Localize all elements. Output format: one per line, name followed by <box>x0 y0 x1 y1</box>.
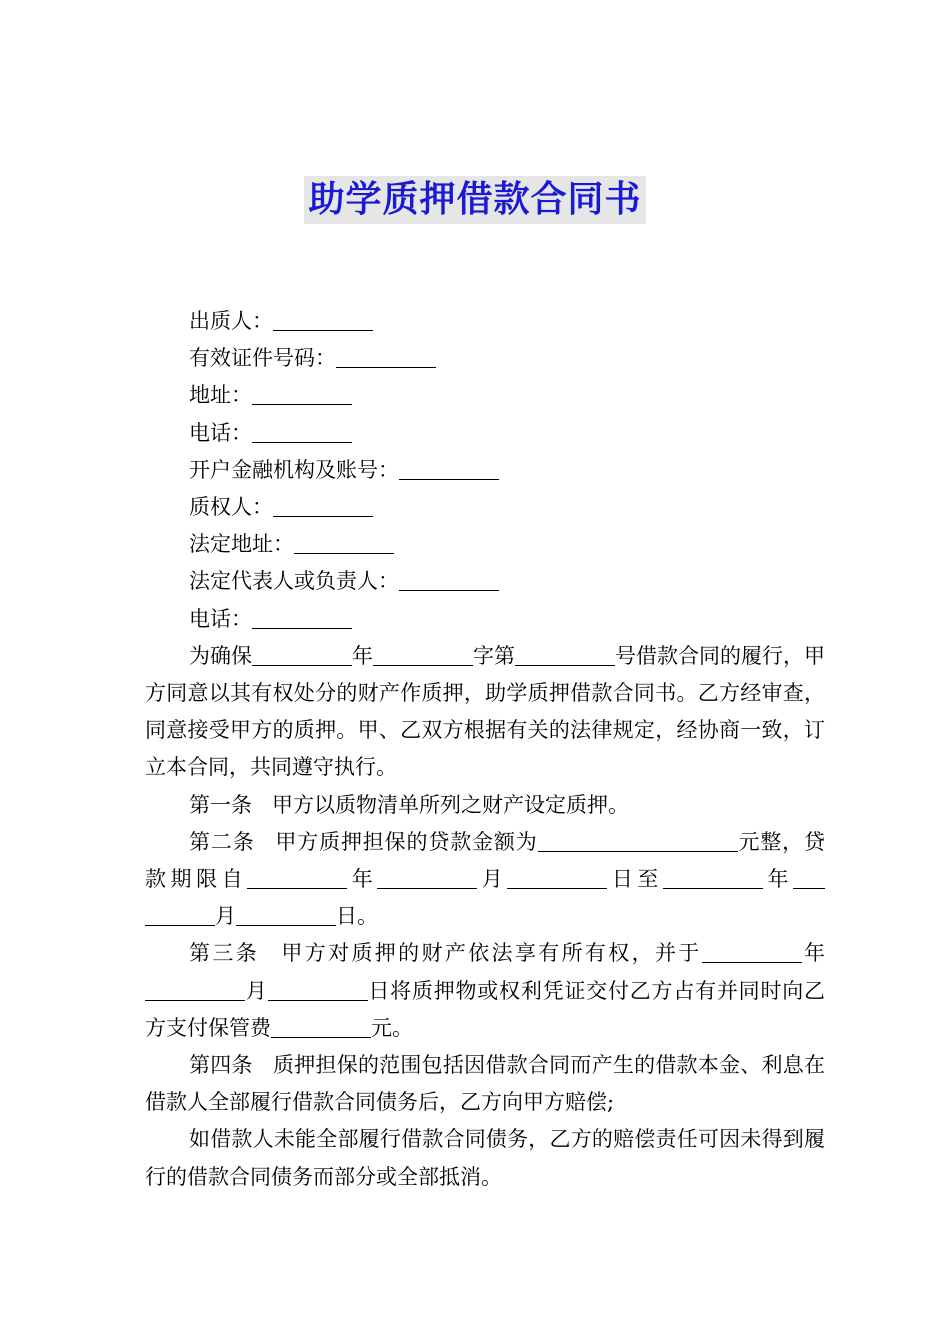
field-phone <box>145 415 825 452</box>
document-title: 助学质押借款合同书 <box>304 176 645 224</box>
blank-line <box>663 864 763 889</box>
field-label: 电话： <box>189 420 252 445</box>
field-label: 开户金融机构及账号： <box>189 457 399 482</box>
field-pledgee <box>145 489 825 526</box>
text-run: 年 <box>801 941 826 966</box>
text-run: 号借款合同的履行，甲方同意以其有权处分的财产作质押，助学质押借款合同书。乙方经审查，同意接受甲方的质押。甲、乙双方根据有关的法律规定，经协商一致，订立本合同，共同遵守执行。 <box>145 643 825 780</box>
closing-paragraph: 如借款人未能全部履行借款合同债务，乙方的赔偿责任可因未得到履行的借款合同债务而部分或全部抵消。 <box>145 1127 825 1189</box>
text-run: 日将质押物或权利凭证交付乙方占有并同时向乙方支付保管费 <box>145 978 826 1040</box>
article-2 <box>145 824 825 936</box>
text-run: 为确保 <box>189 643 252 668</box>
blank-line <box>273 492 373 517</box>
article-3 <box>145 935 825 1047</box>
field-label: 电话： <box>189 606 252 631</box>
article-label: 第三条 <box>189 941 260 966</box>
text-run: 年 <box>762 867 794 892</box>
blank-line <box>247 864 347 889</box>
field-label: 有效证件号码： <box>189 346 336 371</box>
text-run: 元。 <box>371 1015 413 1040</box>
field-label: 法定代表人或负责人： <box>189 569 399 594</box>
blank-line <box>252 604 352 629</box>
field-bank-account <box>145 452 825 489</box>
article-1 <box>145 787 825 824</box>
blank-line <box>377 864 477 889</box>
text-run: 年 <box>352 643 373 668</box>
blank-line <box>145 976 245 1001</box>
field-pledgor <box>145 303 825 340</box>
blank-line <box>273 306 373 331</box>
text-run: 年 <box>347 867 378 892</box>
blank-line <box>145 901 215 926</box>
blank-line <box>252 418 352 443</box>
article-text: 甲方以质物清单所列之财产设定质押。 <box>272 792 629 817</box>
field-legal-rep <box>145 563 825 600</box>
blank-line <box>507 864 607 889</box>
preamble-paragraph <box>145 638 825 787</box>
field-label: 地址： <box>189 383 252 408</box>
blank-line <box>515 641 615 666</box>
blank-line <box>793 864 825 889</box>
blank-line <box>538 827 738 852</box>
text-run: 月 <box>477 867 508 892</box>
article-label: 第一条 <box>189 792 252 817</box>
field-id-number <box>145 340 825 377</box>
blank-line <box>252 641 352 666</box>
text-run: 月 <box>215 904 236 929</box>
blank-line <box>271 1013 371 1038</box>
field-address <box>145 377 825 414</box>
text-run: 日至 <box>607 867 663 892</box>
text-run: 甲方质押担保的贷款金额为 <box>274 829 538 854</box>
article-label: 第二条 <box>189 829 255 854</box>
field-label: 出质人： <box>189 309 273 333</box>
blank-line <box>294 529 394 554</box>
blank-line <box>702 938 802 963</box>
field-label: 质权人： <box>189 495 273 520</box>
article-label: 第四条 <box>189 1053 253 1078</box>
field-label: 法定地址： <box>189 532 294 557</box>
text-run: 甲方对质押的财产依法享有所有权，并于 <box>279 941 702 966</box>
text-run: 日。 <box>336 904 378 929</box>
document-body <box>145 303 825 1196</box>
blank-line <box>399 455 499 480</box>
field-legal-address <box>145 526 825 563</box>
blank-line <box>236 901 336 926</box>
blank-line <box>336 343 436 368</box>
blank-line <box>252 380 352 405</box>
text-run: 月 <box>245 978 268 1003</box>
title-container <box>0 176 950 224</box>
field-phone-2 <box>145 601 825 638</box>
text-run: 元整，贷款期限自 <box>145 829 826 892</box>
blank-line <box>268 976 368 1001</box>
text-run: 字第 <box>473 643 515 668</box>
article-text: 质押担保的范围包括因借款合同而产生的借款本金、利息在借款人全部履行借款合同债务后，乙方向甲方赔偿; <box>145 1053 826 1115</box>
blank-line <box>399 566 499 591</box>
blank-line <box>373 641 473 666</box>
article-4 <box>145 1047 825 1121</box>
